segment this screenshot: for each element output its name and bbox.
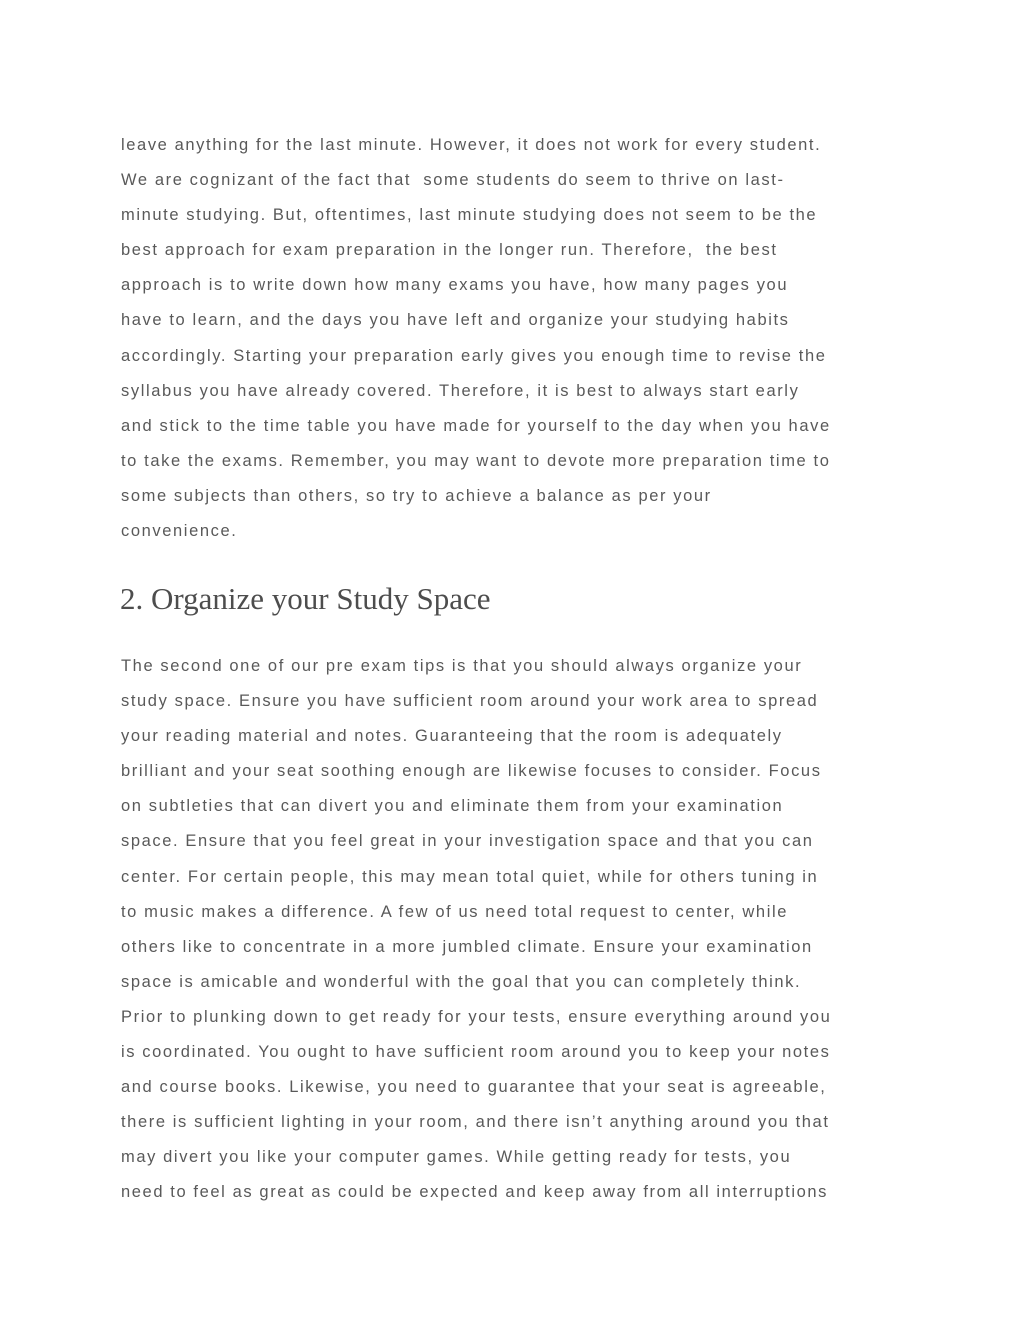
paragraph-line: Prior to plunking down to get ready for your tests, ensure everything around you bbox=[121, 1007, 832, 1026]
paragraph-line: to take the exams. Remember, you may want to devote more preparation time to bbox=[121, 451, 831, 470]
paragraph-organize-study-space bbox=[121, 649, 911, 1211]
paragraph-line: The second one of our pre exam tips is that you should always organize your bbox=[121, 657, 803, 675]
paragraph-line: your reading material and notes. Guaranteeing that the room is adequately bbox=[121, 727, 783, 746]
paragraph-line: may divert you like your computer games. While getting ready for tests, you bbox=[121, 1148, 792, 1167]
paragraph-line: others like to concentrate in a more jumbled climate. Ensure your examination bbox=[121, 937, 813, 956]
paragraph-line: We are cognizant of the fact that some students do seem to thrive on last- bbox=[121, 171, 785, 190]
paragraph-line: need to feel as great as could be expected and keep away from all interruptions bbox=[121, 1183, 829, 1202]
paragraph-last-minute-studying bbox=[121, 128, 911, 549]
paragraph-line: syllabus you have already covered. Therefore, it is best to always start early bbox=[121, 381, 800, 400]
paragraph-line: center. For certain people, this may mean total quiet, while for others tuning in bbox=[121, 867, 819, 886]
paragraph-line: have to learn, and the days you have left and organize your studying habits bbox=[121, 311, 790, 330]
section-heading: 2. Organize your Study Space bbox=[120, 581, 491, 616]
paragraph-line: minute studying. But, oftentimes, last minute studying does not seem to be the bbox=[121, 206, 818, 225]
paragraph-line: and stick to the time table you have made for yourself to the day when you have bbox=[121, 416, 831, 435]
paragraph-line: best approach for exam preparation in the longer run. Therefore, the best bbox=[121, 241, 778, 260]
paragraph-line: and course books. Likewise, you need to guarantee that your seat is agreeable, bbox=[121, 1078, 827, 1097]
paragraph-line: on subtleties that can divert you and eliminate them from your examination bbox=[121, 797, 784, 816]
paragraph-line: leave anything for the last minute. However, it does not work for every student. bbox=[121, 136, 822, 154]
paragraph-line: is coordinated. You ought to have sufficient room around you to keep your notes bbox=[121, 1043, 831, 1062]
paragraph-line: approach is to write down how many exams you have, how many pages you bbox=[121, 276, 789, 295]
paragraph-line: accordingly. Starting your preparation early gives you enough time to revise the bbox=[121, 346, 827, 365]
paragraph-line: some subjects than others, so try to achieve a balance as per your bbox=[121, 486, 712, 505]
paragraph-line: space is amicable and wonderful with the goal that you can completely think. bbox=[121, 972, 802, 991]
paragraph-line: brilliant and your seat soothing enough are likewise focuses to consider. Focus bbox=[121, 762, 822, 781]
paragraph-line: convenience. bbox=[121, 522, 238, 541]
paragraph-line: space. Ensure that you feel great in your investigation space and that you can bbox=[121, 832, 814, 851]
paragraph-line: there is sufficient lighting in your room, and there isn’t anything around you that bbox=[121, 1113, 830, 1132]
paragraph-line: to music makes a difference. A few of us need total request to center, while bbox=[121, 902, 789, 921]
paragraph-line: study space. Ensure you have sufficient room around your work area to spread bbox=[121, 692, 819, 711]
